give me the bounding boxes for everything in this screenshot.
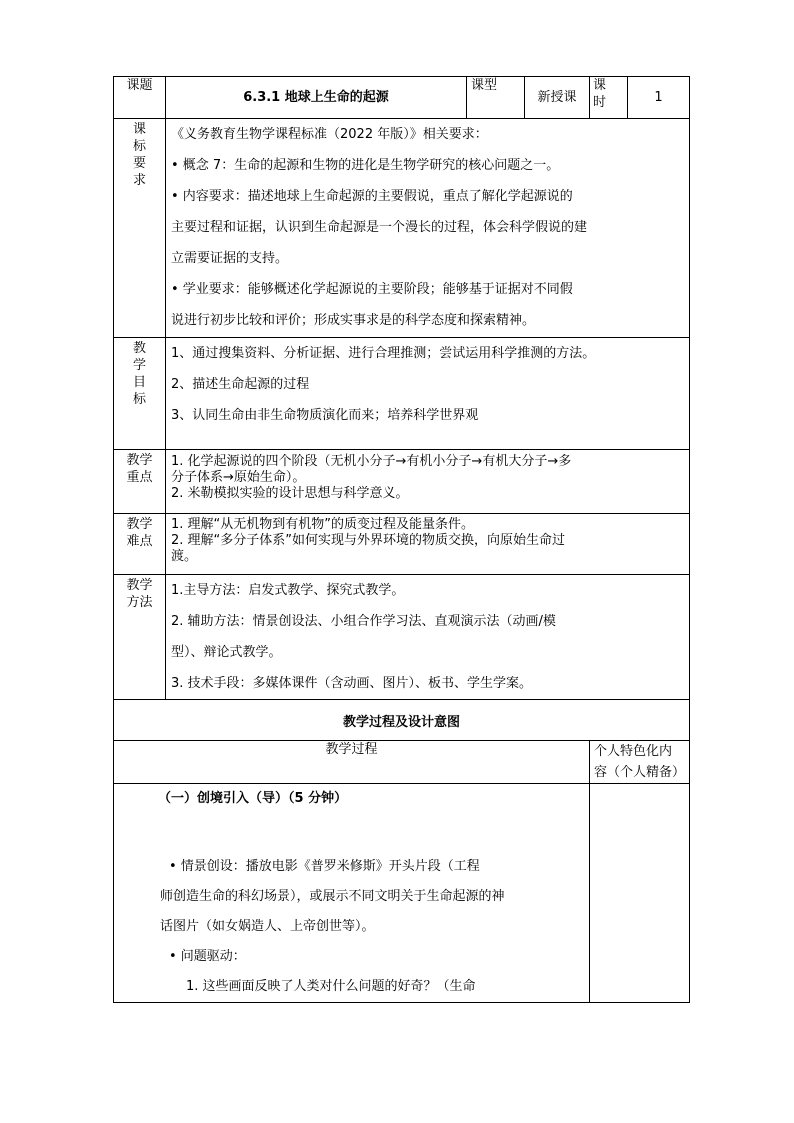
difficulties-row <box>114 514 690 575</box>
class-hours-label-2: 时 <box>593 95 607 110</box>
method-line-4: 3. 技术手段：多媒体课件（含动画、图片）、板书、学生学案。 <box>171 676 533 691</box>
topic-label: 课题 <box>114 77 166 119</box>
difficulty-line-2: 2. 理解“多分子体系”如何实现与外界环境的物质交换，向原始生命过 <box>171 533 566 548</box>
standards-content <box>166 119 690 338</box>
scene-line-2: 师创造生命的科幻场景），或展示不同文明关于生命起源的神 <box>160 889 505 904</box>
objectives-row <box>114 338 690 450</box>
method-line-2: 2. 辅助方法：情景创设法、小组合作学习法、直观演示法（动画/模 <box>171 614 556 629</box>
objective-item: 1、通过搜集资料、分析证据、进行合理推测；尝试运用科学推测的方法。 <box>171 346 596 361</box>
process-column-header: 教学过程 <box>114 741 590 784</box>
standards-academic-1: • 学业要求：能够概述化学起源说的主要阶段；能够基于证据对不同假 <box>171 282 573 297</box>
process-header-row <box>114 741 690 784</box>
objectives-label-char: 教 <box>132 341 146 356</box>
standards-label-char: 要 <box>132 156 146 171</box>
personal-header-line-2: 容（个人精备） <box>594 765 686 780</box>
scene-line-1: • 情景创设：播放电影《普罗米修斯》开头片段（工程 <box>169 859 480 874</box>
standards-content-2: 主要过程和证据，认识到生命起源是一个漫长的过程，体会科学假说的建 <box>171 220 588 235</box>
standards-label <box>114 119 166 338</box>
header-row <box>114 77 690 119</box>
step-title: （一）创境引入（导）（5 分钟） <box>158 791 348 806</box>
question-label: • 问题驱动： <box>169 949 246 964</box>
objective-item: 2、描述生命起源的过程 <box>171 377 310 392</box>
objectives-label-char: 目 <box>132 375 146 390</box>
class-hours-label <box>590 77 628 119</box>
difficulties-label-1: 教学 <box>126 517 153 532</box>
methods-label-2: 方法 <box>126 595 153 610</box>
difficulties-label <box>114 514 166 575</box>
process-body <box>114 784 590 1003</box>
process-body-row <box>114 784 690 1003</box>
key-points-label-2: 重点 <box>126 470 153 485</box>
personal-header-line-1: 个人特色化内 <box>594 744 673 759</box>
standards-row <box>114 119 690 338</box>
class-hours-value: 1 <box>628 77 690 119</box>
objective-item: 3、认同生命由非生命物质演化而来；培养科学世界观 <box>171 408 479 423</box>
process-section-title: 教学过程及设计意图 <box>114 700 690 741</box>
difficulty-line-3: 渡。 <box>171 549 198 564</box>
method-line-3: 型）、辩论式教学。 <box>171 645 282 660</box>
personal-notes-cell[interactable] <box>590 784 690 1003</box>
standards-label-char: 课 <box>132 122 146 137</box>
methods-row <box>114 575 690 700</box>
methods-content <box>166 575 690 700</box>
question-line-1: 1. 这些画面反映了人类对什么问题的好奇？（生命 <box>186 979 476 994</box>
standards-label-char: 标 <box>132 139 146 154</box>
method-line-1: 1.主导方法：启发式教学、探究式教学。 <box>171 583 405 598</box>
standards-content-1: • 内容要求：描述地球上生命起源的主要假说，重点了解化学起源说的 <box>171 189 573 204</box>
lesson-plan-table <box>113 76 690 1003</box>
class-hours-label-1: 课 <box>593 78 607 93</box>
scene-line-3: 话图片（如女娲造人、上帝创世等）。 <box>160 919 375 934</box>
objectives-label-char: 标 <box>132 392 146 407</box>
objectives-content <box>166 338 690 450</box>
difficulties-label-2: 难点 <box>126 534 153 549</box>
lesson-type-label: 课型 <box>467 77 525 119</box>
methods-label <box>114 575 166 700</box>
lesson-type-value: 新授课 <box>525 77 590 119</box>
standards-content-3: 立需要证据的支持。 <box>171 251 289 266</box>
key-points-label-1: 教学 <box>126 453 153 468</box>
standards-concept: • 概念 7：生命的起源和生物的进化是生物学研究的核心问题之一。 <box>171 158 560 173</box>
objectives-label <box>114 338 166 450</box>
standards-intro: 《义务教育生物学课程标准（2022 年版）》相关要求： <box>171 127 488 142</box>
key-points-row <box>114 450 690 514</box>
key-points-label <box>114 450 166 514</box>
key-point-line-1: 1. 化学起源说的四个阶段（无机小分子→有机小分子→有机大分子→多 <box>171 454 572 469</box>
process-title-row <box>114 700 690 741</box>
difficulties-content <box>166 514 690 575</box>
key-point-line-2: 分子体系→原始生命）。 <box>171 470 306 485</box>
objectives-label-char: 学 <box>132 358 146 373</box>
standards-academic-2: 说进行初步比较和评价；形成实事求是的科学态度和探索精神。 <box>171 313 536 328</box>
key-point-line-3: 2. 米勒模拟实验的设计思想与科学意义。 <box>171 486 409 501</box>
methods-label-1: 教学 <box>126 578 153 593</box>
personal-column-header <box>590 741 690 784</box>
standards-label-char: 求 <box>132 173 146 188</box>
key-points-content <box>166 450 690 514</box>
difficulty-line-1: 1. 理解“从无机物到有机物”的质变过程及能量条件。 <box>171 517 475 532</box>
topic-title: 6.3.1 地球上生命的起源 <box>166 77 467 119</box>
